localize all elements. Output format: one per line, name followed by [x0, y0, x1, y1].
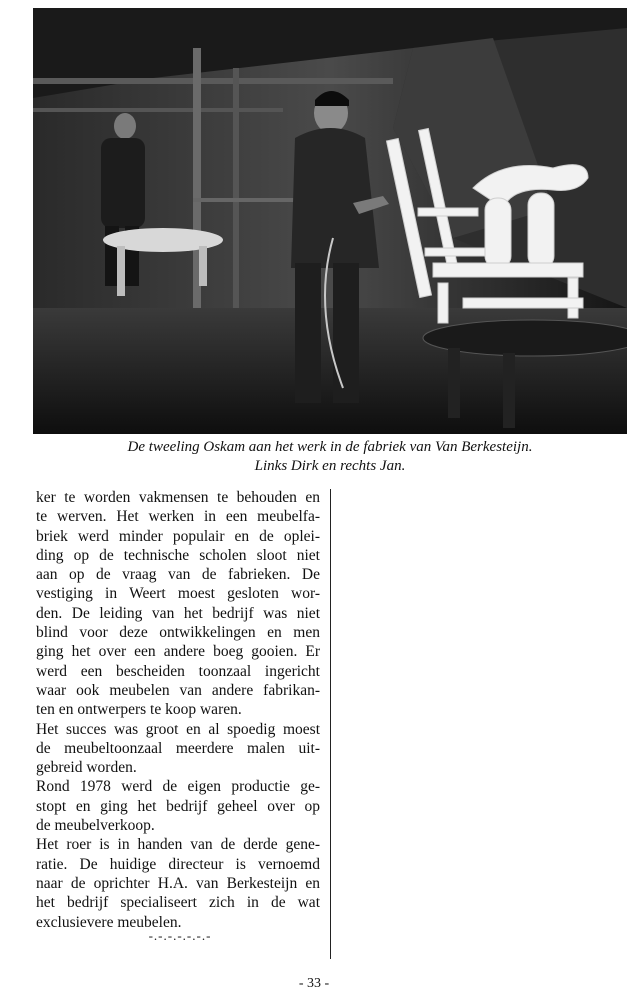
caption-line-2: Links Dirk en rechts Jan. — [254, 458, 406, 474]
body-line: exclusievere meubelen. — [36, 913, 182, 931]
body-line: aan op de vraag van de fabrieken. De — [36, 566, 320, 584]
factory-photo — [33, 8, 627, 434]
body-line: ker te worden vakmensen te behouden en — [36, 489, 320, 506]
body-line: stopt en ging het bedrijf geheel over op — [36, 797, 320, 815]
body-line: blind voor deze ontwikkelingen en men — [36, 624, 320, 642]
body-line: vestiging in Weert moest gesloten wor- — [36, 585, 320, 603]
page-number: - 33 - — [298, 976, 330, 991]
body-line: naar de oprichter H.A. van Berkesteijn en — [36, 874, 320, 892]
photo-caption — [33, 438, 627, 476]
body-line: waar ook meubelen van andere fabrikan- — [36, 681, 320, 699]
body-line: gebreid worden. — [36, 759, 137, 777]
body-line: ging het over een andere boeg gooien. Er — [36, 643, 320, 661]
column-divider — [330, 489, 331, 959]
body-line: Het succes was groot en al spoedig moest — [36, 720, 320, 738]
body-line: ten en ontwerpers te koop waren. — [36, 701, 242, 719]
body-line: werd een bescheiden toonzaal ingericht — [36, 662, 320, 680]
end-mark: -.-.-.-.-.-.- — [148, 928, 212, 943]
body-line: den. De leiding van het bedrijf was niet — [36, 604, 320, 622]
body-line: de meubeltoonzaal meerdere malen uit- — [36, 739, 320, 757]
caption-line-1: De tweeling Oskam aan het werk in de fabriek van Van Berkesteijn. — [127, 439, 533, 455]
body-line: de meubelverkoop. — [36, 817, 155, 835]
body-line: briek werd minder populair en de oplei- — [36, 527, 320, 545]
body-line: ratie. De huidige directeur is vernoemd — [36, 855, 320, 873]
factory-photo-image — [33, 8, 627, 434]
body-line: te werven. Het werken in een meubelfa- — [36, 508, 320, 526]
body-line: het bedrijf specialiseert zich in de wat — [36, 894, 320, 912]
body-text-column — [36, 488, 320, 932]
body-line: Rond 1978 werd de eigen productie ge- — [36, 778, 320, 796]
body-line: ding op de technische scholen sloot niet — [36, 546, 320, 564]
body-line: Het roer is in handen van de derde gene- — [36, 836, 320, 854]
